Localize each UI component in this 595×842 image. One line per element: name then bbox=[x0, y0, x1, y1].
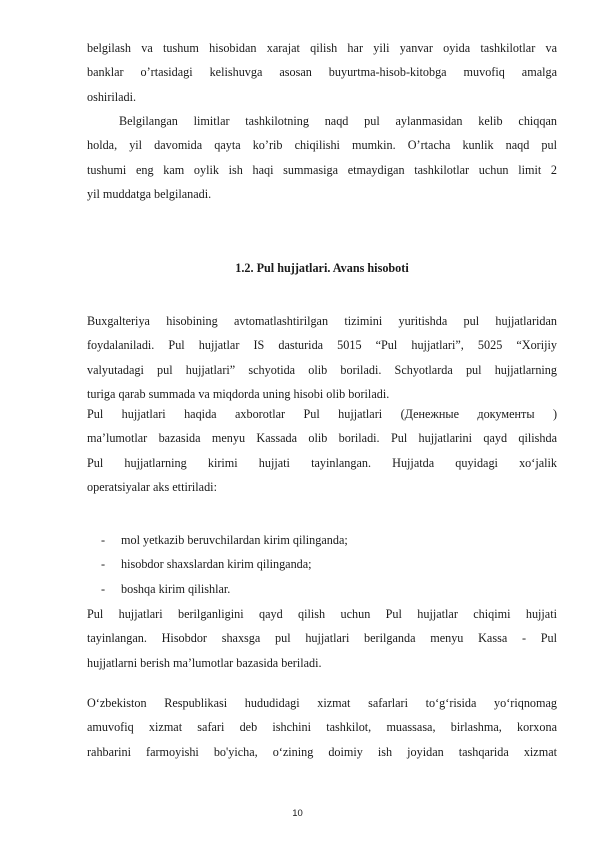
list-dash: - bbox=[101, 581, 106, 596]
text-line: Pul hujjatlari berilganligini qayd qilish uchun Pul hujjatlar chiqimi hujjati bbox=[87, 607, 557, 621]
text-line: oshiriladi. bbox=[87, 89, 137, 104]
page-number: 10 bbox=[292, 808, 303, 819]
text-line: operatsiyalar aks ettiriladi: bbox=[87, 479, 217, 494]
text-line: Pul hujjatlarning kirimi hujjati tayinlangan. Hujjatda quyidagi xo‘jalik bbox=[87, 455, 557, 470]
text-line: Belgilangan limitlar tashkilotning naqd pul aylanmasidan kelib chiqqan bbox=[119, 114, 557, 128]
text-line: tushumi eng kam oylik ish haqi summasiga etmaydigan tashkilotlar uchun limit 2 bbox=[87, 162, 557, 177]
text-line: yil muddatga belgilanadi. bbox=[87, 186, 212, 201]
text-line: O‘zbekiston Respublikasi hududidagi xizmat safarlari to‘g‘risida yo‘riqnomag bbox=[87, 696, 557, 710]
text-line: ma’lumotlar bazasida menyu Kassada olib boriladi. Pul hujjatlarini qayd qilishda bbox=[87, 431, 557, 446]
paragraph-5 bbox=[87, 602, 557, 675]
list-dash: - bbox=[101, 533, 106, 547]
section-heading: 1.2. Pul hujjatlari. Avans hisoboti bbox=[235, 261, 409, 275]
list-item-text: mol yetkazib beruvchilardan kirim qilinganda; bbox=[121, 533, 348, 547]
text-line: Buxgalteriya hisobining avtomatlashtirilgan tizimini yuritishda pul hujjatlaridan bbox=[87, 314, 557, 328]
text-line: banklar o’rtasidagi kelishuvga asosan buyurtma-hisob-kitobga muvofiq amalga bbox=[87, 65, 557, 80]
text-line: amuvofiq xizmat safari deb ishchini tashkilot, muassasa, birlashma, korxona bbox=[87, 720, 557, 735]
text-line: Pul hujjatlari haqida axborotlar Pul hujjatlari (Денежные документы ) bbox=[87, 407, 557, 421]
list-item bbox=[87, 528, 557, 552]
paragraph-4 bbox=[87, 402, 557, 499]
text-line: valyutadagi pul hujjatlari” schyotida olib boriladi. Schyotlarda pul hujjatlarning bbox=[87, 362, 557, 377]
text-line: hujjatlarni berish ma’lumotlar bazasida beriladi. bbox=[87, 655, 322, 670]
list-item bbox=[87, 552, 557, 576]
bullet-list bbox=[87, 528, 557, 601]
list-item-text: boshqa kirim qilishlar. bbox=[121, 581, 231, 596]
list-item bbox=[87, 577, 557, 601]
list-dash: - bbox=[101, 557, 106, 572]
paragraph-6 bbox=[87, 691, 557, 764]
paragraph-1 bbox=[87, 36, 557, 109]
list-item-text: hisobdor shaxslardan kirim qilinganda; bbox=[121, 557, 312, 572]
text-line: holda, yil davomida qayta ko’rib chiqilishi mumkin. O’rtacha kunlik naqd pul bbox=[87, 138, 557, 153]
text-line: foydalaniladi. Pul hujjatlar IS dasturida 5015 “Pul hujjatlari”, 5025 “Xorijiy bbox=[87, 338, 557, 353]
text-line: rahbarini farmoyishi bo'yicha, o‘zining doimiy ish joyidan tashqarida xizmat bbox=[87, 744, 557, 759]
text-line: belgilash va tushum hisobidan xarajat qilish har yili yanvar oyida tashkilotlar va bbox=[87, 41, 557, 55]
paragraph-2 bbox=[87, 109, 557, 206]
text-line: tayinlangan. Hisobdor shaxsga pul hujjatlari berilganda menyu Kassa - Pul bbox=[87, 631, 557, 646]
text-line: turiga qarab summada va miqdorda uning hisobi olib boriladi. bbox=[87, 386, 390, 401]
paragraph-3 bbox=[87, 309, 557, 406]
